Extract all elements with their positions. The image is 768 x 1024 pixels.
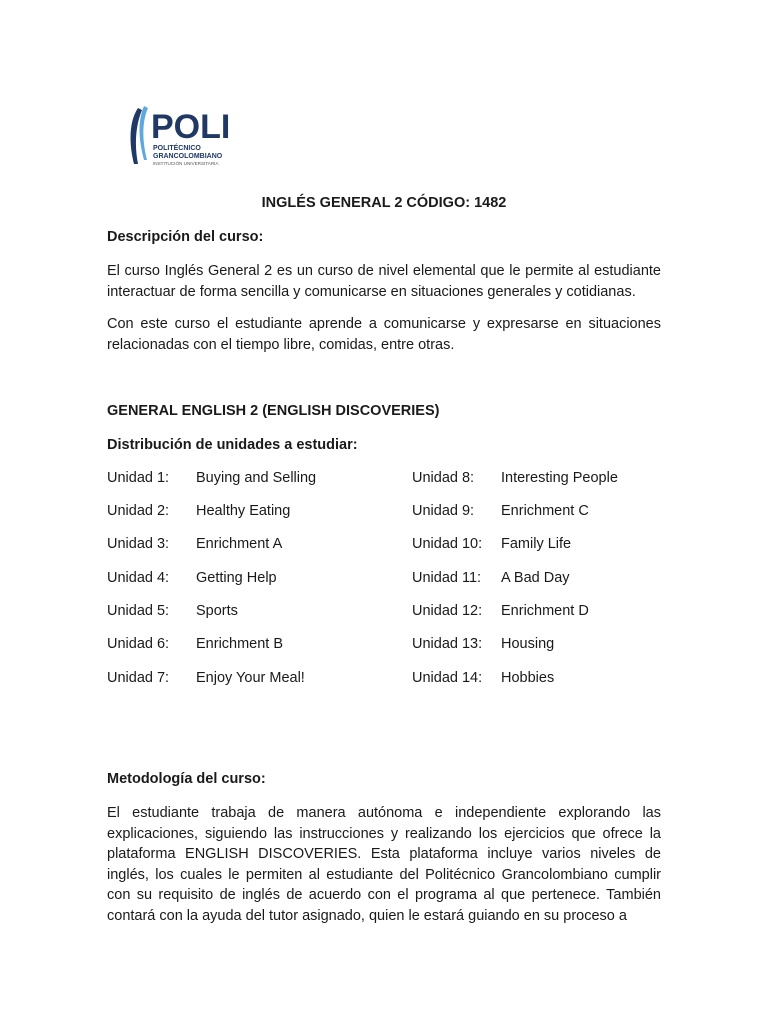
unit-number: Unidad 5: (107, 603, 170, 619)
logo-line3: INSTITUCIÓN UNIVERSITARIA (153, 161, 219, 166)
unit-number: Unidad 1: (107, 470, 170, 486)
unit-number: Unidad 12: (412, 603, 483, 619)
unit-name: Sports (196, 603, 238, 619)
unit-name: Getting Help (196, 570, 277, 586)
unit-number: Unidad 7: (107, 670, 170, 686)
unit-number: Unidad 4: (107, 570, 170, 586)
logo-line1: POLITÉCNICO (153, 145, 201, 152)
unit-number: Unidad 2: (107, 503, 170, 519)
unit-name: Enjoy Your Meal! (196, 670, 305, 686)
unit-name: Interesting People (501, 470, 618, 486)
document-title: INGLÉS GENERAL 2 CÓDIGO: 1482 (261, 195, 507, 211)
logo-line2: GRANCOLOMBIANO (153, 153, 223, 160)
unit-name: Enrichment D (501, 603, 589, 619)
unit-name: Enrichment A (196, 536, 283, 552)
program-heading: GENERAL ENGLISH 2 (ENGLISH DISCOVERIES) (107, 403, 440, 419)
unit-name: Healthy Eating (196, 503, 291, 519)
unit-number: Unidad 10: (412, 536, 483, 552)
methodology-heading: Metodología del curso: (107, 771, 266, 787)
unit-name: Enrichment C (501, 503, 589, 519)
logo-swoosh-light (140, 106, 149, 160)
unit-name: A Bad Day (501, 570, 570, 586)
unit-number: Unidad 9: (412, 503, 475, 519)
unit-name: Family Life (501, 536, 572, 552)
unit-number: Unidad 11: (412, 570, 482, 586)
unit-number: Unidad 8: (412, 470, 475, 486)
unit-name: Hobbies (501, 670, 555, 686)
poli-logo (124, 100, 244, 172)
description-paragraph-2: Con este curso el estudiante aprende a comunicarse y expresarse en situaciones relacionadas con el tiempo libre, comidas, entre otras. (107, 316, 661, 353)
unit-number: Unidad 13: (412, 636, 483, 652)
units-list (107, 470, 667, 690)
poli-logo-graphic (124, 100, 244, 172)
unit-name: Enrichment B (196, 636, 284, 652)
unit-number: Unidad 3: (107, 536, 170, 552)
unit-number: Unidad 6: (107, 636, 170, 652)
unit-name: Housing (501, 636, 555, 652)
description-heading: Descripción del curso: (107, 229, 264, 245)
unit-name: Buying and Selling (196, 470, 317, 486)
description-paragraph-1: El curso Inglés General 2 es un curso de nivel elemental que le permite al estudiante interactuar de forma sencilla y comunicarse en situaciones generales y cotidianas. (107, 263, 661, 300)
logo-wordmark: POLI (151, 108, 231, 146)
methodology-paragraph: El estudiante trabaja de manera autónoma e independiente explorando las explicaciones, siguiendo las instrucciones y realizando los ejercicios que ofrece la plataforma ENGLISH DISCOVERIES. Esta plataforma incluye varios niveles de inglés, los cuales le permiten al estudiante del Politécnico Grancolombiano cumplir con su requisito de inglés de acuerdo con el programa al que pertenece. También contará con la ayuda del tutor asignado, quien le estará guiando en su proceso a (107, 805, 661, 924)
units-heading: Distribución de unidades a estudiar: (107, 437, 358, 453)
unit-number: Unidad 14: (412, 670, 483, 686)
